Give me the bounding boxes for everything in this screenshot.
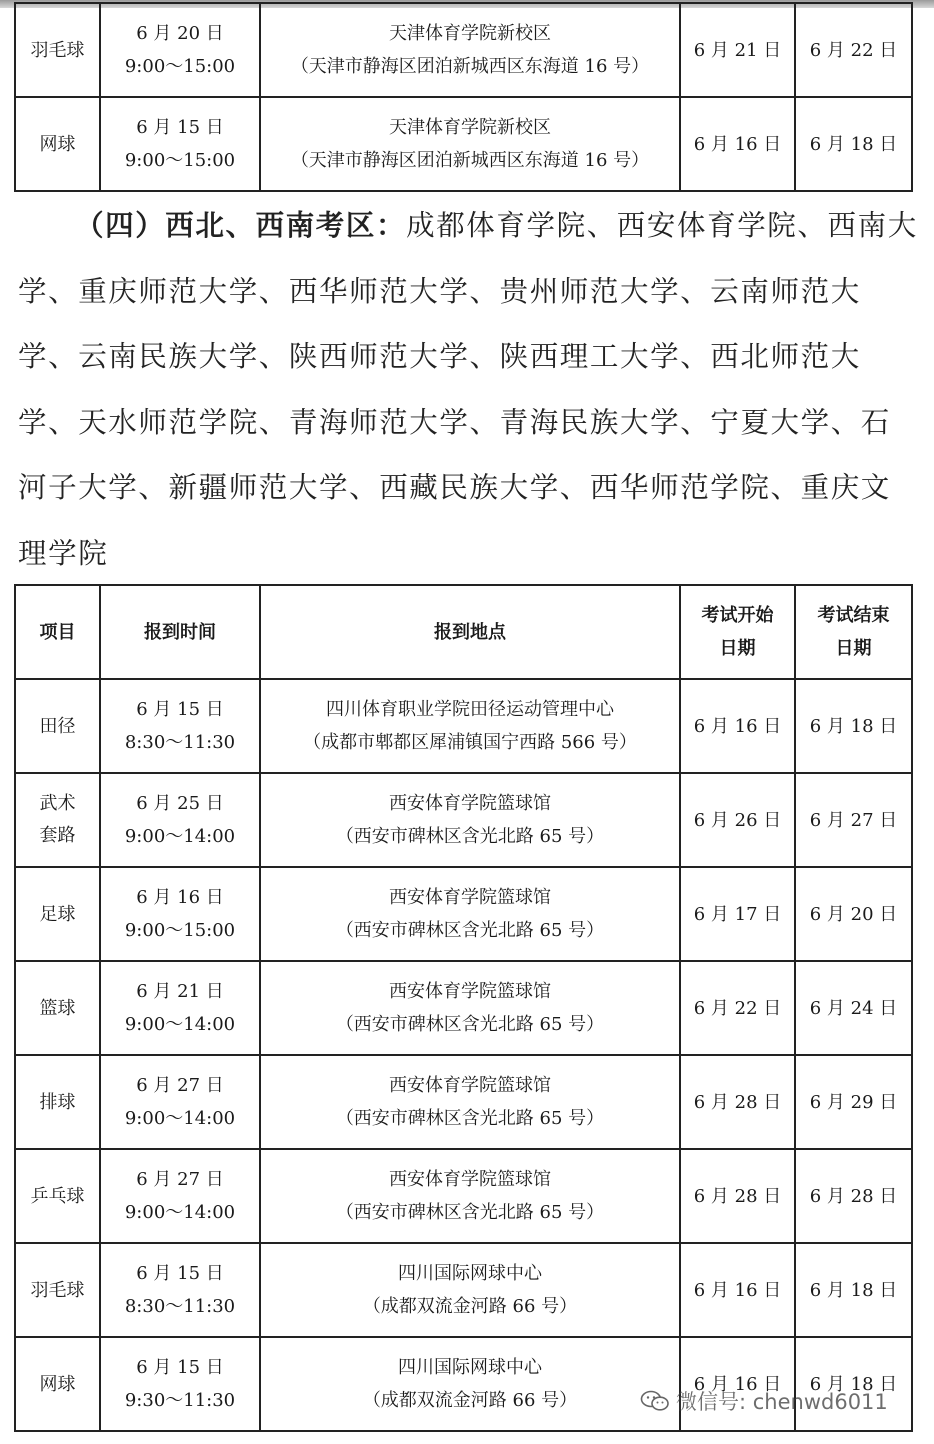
end-date-cell: 6 月 28 日 bbox=[795, 1149, 912, 1243]
checkin-date: 6 月 27 日 bbox=[136, 1075, 224, 1096]
wechat-watermark bbox=[640, 1386, 888, 1416]
place-name: 四川国际网球中心 bbox=[398, 1263, 542, 1284]
item-cell: 羽毛球 bbox=[15, 3, 100, 97]
table-row bbox=[15, 679, 912, 773]
place-name: 西安体育学院篮球馆 bbox=[389, 1075, 551, 1096]
exam-table-continued bbox=[14, 2, 913, 192]
item-cell: 网球 bbox=[15, 1337, 100, 1431]
checkin-date: 6 月 15 日 bbox=[136, 699, 224, 720]
header-end-line1: 考试结束 bbox=[817, 605, 890, 626]
end-date-cell: 6 月 18 日 bbox=[795, 1243, 912, 1337]
end-date-cell: 6 月 27 日 bbox=[795, 773, 912, 867]
end-date-cell: 6 月 22 日 bbox=[795, 3, 912, 97]
checkin-place-cell bbox=[260, 97, 680, 191]
checkin-place-cell bbox=[260, 679, 680, 773]
checkin-time-cell bbox=[100, 961, 260, 1055]
place-address: （西安市碑林区含光北路 65 号） bbox=[335, 826, 605, 847]
header-start-line1: 考试开始 bbox=[701, 605, 774, 626]
start-date-cell: 6 月 16 日 bbox=[680, 1337, 795, 1431]
end-date-cell: 6 月 29 日 bbox=[795, 1055, 912, 1149]
checkin-date: 6 月 15 日 bbox=[136, 117, 224, 138]
table-row bbox=[15, 97, 912, 191]
checkin-date: 6 月 20 日 bbox=[136, 23, 224, 44]
checkin-time-cell bbox=[100, 97, 260, 191]
checkin-time-cell bbox=[100, 1243, 260, 1337]
checkin-hours: 9:00～15:00 bbox=[124, 150, 236, 171]
item-cell: 足球 bbox=[15, 867, 100, 961]
start-date-cell: 6 月 21 日 bbox=[680, 3, 795, 97]
place-name: 天津体育学院新校区 bbox=[389, 23, 551, 44]
table-row bbox=[15, 773, 912, 867]
table-row bbox=[15, 1149, 912, 1243]
checkin-time-cell bbox=[100, 679, 260, 773]
checkin-place-cell bbox=[260, 867, 680, 961]
table-row bbox=[15, 1337, 912, 1431]
place-name: 四川体育职业学院田径运动管理中心 bbox=[326, 699, 614, 720]
checkin-place-cell bbox=[260, 3, 680, 97]
checkin-time-cell bbox=[100, 1337, 260, 1431]
wechat-icon bbox=[640, 1390, 670, 1412]
checkin-hours: 9:00～14:00 bbox=[124, 1202, 236, 1223]
start-date-cell: 6 月 16 日 bbox=[680, 97, 795, 191]
checkin-hours: 9:00～15:00 bbox=[124, 56, 236, 77]
header-checkin-time: 报到时间 bbox=[100, 585, 260, 679]
end-date-cell: 6 月 18 日 bbox=[795, 679, 912, 773]
checkin-place-cell bbox=[260, 1243, 680, 1337]
checkin-time-cell bbox=[100, 1149, 260, 1243]
item-cell: 网球 bbox=[15, 97, 100, 191]
checkin-place-cell bbox=[260, 1149, 680, 1243]
header-start-date bbox=[680, 585, 795, 679]
item-cell: 田径 bbox=[15, 679, 100, 773]
checkin-date: 6 月 21 日 bbox=[136, 981, 224, 1002]
place-address: （西安市碑林区含光北路 65 号） bbox=[335, 1014, 605, 1035]
place-name: 天津体育学院新校区 bbox=[389, 117, 551, 138]
item-cell: 乒乓球 bbox=[15, 1149, 100, 1243]
place-name: 西安体育学院篮球馆 bbox=[389, 1169, 551, 1190]
place-name: 西安体育学院篮球馆 bbox=[389, 887, 551, 908]
checkin-time-cell bbox=[100, 1055, 260, 1149]
checkin-time-cell bbox=[100, 773, 260, 867]
place-address: （西安市碑林区含光北路 65 号） bbox=[335, 920, 605, 941]
place-address: （西安市碑林区含光北路 65 号） bbox=[335, 1202, 605, 1223]
checkin-hours: 9:30～11:30 bbox=[124, 1390, 236, 1411]
place-name: 西安体育学院篮球馆 bbox=[389, 981, 551, 1002]
start-date-cell: 6 月 17 日 bbox=[680, 867, 795, 961]
header-end-date bbox=[795, 585, 912, 679]
checkin-date: 6 月 16 日 bbox=[136, 887, 224, 908]
item-cell: 羽毛球 bbox=[15, 1243, 100, 1337]
place-address: （天津市静海区团泊新城西区东海道 16 号） bbox=[290, 150, 650, 171]
checkin-hours: 9:00～14:00 bbox=[124, 1108, 236, 1129]
place-address: （成都双流金河路 66 号） bbox=[362, 1296, 578, 1317]
place-address: （成都双流金河路 66 号） bbox=[362, 1390, 578, 1411]
item-cell: 排球 bbox=[15, 1055, 100, 1149]
end-date-cell: 6 月 20 日 bbox=[795, 867, 912, 961]
table-row bbox=[15, 3, 912, 97]
checkin-time-cell bbox=[100, 867, 260, 961]
item-cell bbox=[15, 773, 100, 867]
table-row bbox=[15, 1243, 912, 1337]
table-row bbox=[15, 1055, 912, 1149]
place-address: （成都市郫都区犀浦镇国宁西路 566 号） bbox=[303, 732, 637, 753]
checkin-hours: 8:30～11:30 bbox=[124, 732, 236, 753]
place-address: （西安市碑林区含光北路 65 号） bbox=[335, 1108, 605, 1129]
table-header-row bbox=[15, 585, 912, 679]
checkin-place-cell bbox=[260, 1055, 680, 1149]
exam-table-northwest-southwest bbox=[14, 584, 913, 1432]
checkin-place-cell bbox=[260, 773, 680, 867]
checkin-hours: 9:00～14:00 bbox=[124, 1014, 236, 1035]
checkin-place-cell bbox=[260, 1337, 680, 1431]
header-start-line2: 日期 bbox=[719, 638, 756, 659]
start-date-cell: 6 月 16 日 bbox=[680, 679, 795, 773]
checkin-time-cell bbox=[100, 3, 260, 97]
place-address: （天津市静海区团泊新城西区东海道 16 号） bbox=[290, 56, 650, 77]
watermark-text: 微信号: chenwd6011 bbox=[676, 1390, 888, 1414]
region-heading: （四）西北、西南考区： bbox=[75, 209, 407, 242]
checkin-date: 6 月 25 日 bbox=[136, 793, 224, 814]
place-name: 四川国际网球中心 bbox=[398, 1357, 542, 1378]
end-date-cell: 6 月 18 日 bbox=[795, 97, 912, 191]
checkin-date: 6 月 15 日 bbox=[136, 1263, 224, 1284]
checkin-hours: 9:00～15:00 bbox=[124, 920, 236, 941]
end-date-cell: 6 月 18 日 bbox=[795, 1337, 912, 1431]
start-date-cell: 6 月 22 日 bbox=[680, 961, 795, 1055]
region-schools: 成都体育学院、西安体育学院、西南大学、重庆师范大学、西华师范大学、贵州师范大学、云南师范大学、云南民族大学、陕西师范大学、陕西理工大学、西北师范大学、天水师范学院、青海师范大学、青海民族大学、宁夏大学、石河子大学、新疆师范大学、西藏民族大学、西华师范学院、重庆文理学院 bbox=[18, 209, 918, 570]
start-date-cell: 6 月 28 日 bbox=[680, 1055, 795, 1149]
region-paragraph bbox=[18, 193, 918, 586]
header-checkin-place: 报到地点 bbox=[260, 585, 680, 679]
end-date-cell: 6 月 24 日 bbox=[795, 961, 912, 1055]
checkin-place-cell bbox=[260, 961, 680, 1055]
item-text: 武术套路 bbox=[39, 793, 76, 846]
start-date-cell: 6 月 28 日 bbox=[680, 1149, 795, 1243]
checkin-hours: 8:30～11:30 bbox=[124, 1296, 236, 1317]
checkin-hours: 9:00～14:00 bbox=[124, 826, 236, 847]
start-date-cell: 6 月 26 日 bbox=[680, 773, 795, 867]
checkin-date: 6 月 15 日 bbox=[136, 1357, 224, 1378]
start-date-cell: 6 月 16 日 bbox=[680, 1243, 795, 1337]
table-row bbox=[15, 867, 912, 961]
header-end-line2: 日期 bbox=[835, 638, 872, 659]
table-row bbox=[15, 961, 912, 1055]
checkin-date: 6 月 27 日 bbox=[136, 1169, 224, 1190]
item-cell: 篮球 bbox=[15, 961, 100, 1055]
header-item: 项目 bbox=[15, 585, 100, 679]
place-name: 西安体育学院篮球馆 bbox=[389, 793, 551, 814]
